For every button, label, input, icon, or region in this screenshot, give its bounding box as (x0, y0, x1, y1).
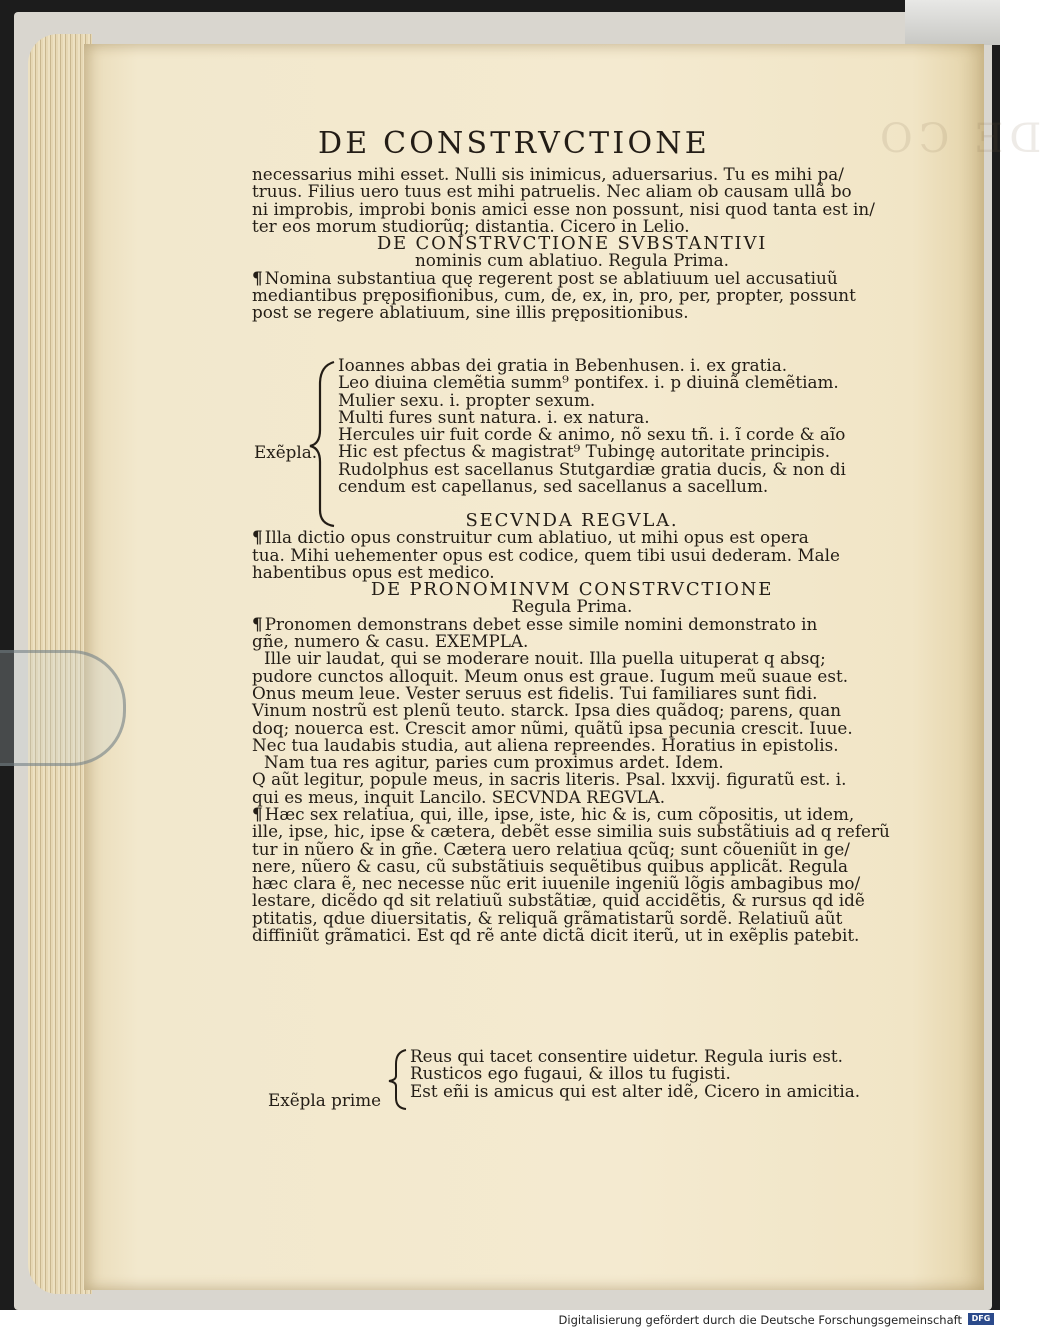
example-line: Hercules uir fuit corde & animo, nõ sexu tñ. i. ĩ corde & aĩo (338, 424, 846, 445)
section-heading: DE CONSTRVCTIONE SVBSTANTIVI (376, 233, 768, 255)
text-line: Onus meum leue. Vester seruus est fidelis. Tui familiares sunt fidi. (252, 682, 818, 703)
text-line: habentibus opus est medico. (252, 561, 495, 582)
text-line: ¶ Pronomen demonstrans debet esse simile nomini demonstrato in (252, 616, 892, 633)
page-clip (0, 650, 126, 766)
text-line: qui es meus, inquit Lancilo. SECVNDA REGVLA. (252, 786, 666, 807)
footer (0, 1310, 1000, 1330)
example-line: Rudolphus est sacellanus Stutgardiæ gratia ducis, & non di (338, 458, 846, 479)
text-line: necessarius mihi esset. Nulli sis inimicus, aduersarius. Tu es mihi pa/ (252, 164, 844, 184)
example-line: Hic est pfectus & magistrat⁹ Tubingę autoritate principis. (338, 441, 831, 462)
text-line: Vinum nostrũ est plenũ teuto. starck. Ipsa dies quãdoq; parens, quan (252, 700, 842, 721)
text-line: Regula Prima. (511, 596, 633, 617)
text-line: gñe, numero & casu. EXEMPLA. (252, 631, 529, 652)
binding-strap (905, 0, 1000, 45)
body-text (252, 166, 892, 944)
section-heading: DE PRONOMINVM CONSTRVCTIONE (370, 579, 774, 601)
text-line: ¶ Hæc sex relatiua, qui, ille, ipse, iste, hic & is, cum cõpositis, ut idem, (252, 806, 892, 823)
text-line: hæc clara ẽ, nec necesse nũc erit iuuenile ingeniũ lõgis ambagibus mo/ (252, 873, 861, 894)
text-line: diffiniũt grãmatici. Est qd rẽ ante dictã dicit iterũ, ut in exẽplis patebit. (252, 925, 860, 946)
examples-label: Exẽpla. (254, 442, 318, 462)
text-line: tua. Mihi uehementer opus est codice, quem tibi usui dederam. Male (252, 544, 840, 565)
examples-list-second (410, 1048, 860, 1100)
text-line: ille, ipse, hic, ipse & cætera, debẽt esse similia suis substãtiuis ad q referũ (252, 821, 890, 842)
footer-credit: Digitalisierung gefördert durch die Deutsche Forschungsgemeinschaft (558, 1313, 962, 1327)
text-line: post se regere ablatiuum, sine illis prępositionibus. (252, 302, 689, 323)
example-line: Rusticos ego fugaui, & illos tu fugisti. (410, 1063, 731, 1084)
text-line: lestare, dicẽdo qd sit relatiuũ substãtiæ, quid accidẽtis, & rursus qd idẽ (252, 890, 865, 911)
show-through-text: DE CO (874, 116, 1041, 162)
text-line: ter eos morum studiorũq; distantia. Cicero in Lelio. (252, 215, 690, 236)
example-line: Mulier sexu. i. propter sexum. (338, 389, 596, 410)
text-line: Q aũt legitur, popule meus, in sacris literis. Psal. lxxvij. figuratũ est. i. (252, 769, 847, 790)
example-line: Est eñi is amicus qui est alter idẽ, Cicero in amicitia. (410, 1080, 861, 1101)
text-line: ¶ Nomina substantiua quę regerent post se ablatiuum uel accusatiuũ (252, 270, 892, 287)
text-line: Nec tua laudabis studia, aut aliena repreendes. Horatius in epistolis. (252, 734, 839, 755)
text-line: nere, nũero & casu, cũ substãtiuis sequẽtibus quibus applicãt. Regula (252, 855, 848, 876)
example-line: cendum est capellanus, sed sacellanus a sacellum. (338, 476, 769, 497)
text-line: mediantibus pręposifionibus, cum, de, ex, in, pro, per, propter, possunt (252, 285, 856, 306)
example-line: Leo diuina clemẽtia summ⁹ pontifex. i. p diuinã clemẽtiam. (338, 372, 839, 393)
text-line (252, 322, 892, 339)
text-line: ni improbis, improbi bonis amici esse non possunt, nisi quod tanta est in/ (252, 198, 875, 219)
section-heading: SECVNDA REGVLA. (465, 509, 679, 531)
example-line: Reus qui tacet consentire uidetur. Regula iuris est. (410, 1046, 843, 1066)
examples-brace-second (386, 1048, 410, 1110)
text-line: truus. Filius uero tuus est mihi patruelis. Nec aliam ob causam ullã bo (252, 181, 852, 202)
text-line: tur in nũero & in gñe. Cætera uero relatiua qcũq; sunt cõueniũt in ge/ (252, 838, 850, 859)
text-line: ¶ Illa dictio opus construitur cum ablatiuo, ut mihi opus est opera (252, 529, 892, 546)
examples-label-second: Exẽpla prime (268, 1090, 382, 1110)
running-head: DE CONSTRVCTIONE (318, 126, 710, 161)
example-line: Ioannes abbas dei gratia in Bebenhusen. i. ex gratia. (338, 355, 788, 375)
text-line (252, 339, 892, 356)
example-line: Multi fures sunt natura. i. ex natura. (338, 406, 650, 427)
text-line: nominis cum ablatiuo. Regula Prima. (414, 250, 730, 271)
text-line: Nam tua res agitur, paries cum proximus ardet. Idem. (264, 752, 724, 773)
examples-list (338, 357, 846, 495)
text-line: Ille uir laudat, qui se moderare nouit. Illa puella uituperat q absq; (264, 648, 826, 669)
text-line: ptitatis, qdue diuersitatis, & reliquã grãmatistarũ sordẽ. Relatiuũ aũt (252, 907, 843, 928)
text-line: pudore cunctos alloquit. Meum onus est graue. Iugum meũ suaue est. (252, 665, 849, 686)
dfg-logo: DFG (968, 1313, 994, 1325)
text-line: doq; nouerca est. Crescit amor nũmi, quãtũ ipsa pecunia crescit. Iuue. (252, 717, 853, 738)
